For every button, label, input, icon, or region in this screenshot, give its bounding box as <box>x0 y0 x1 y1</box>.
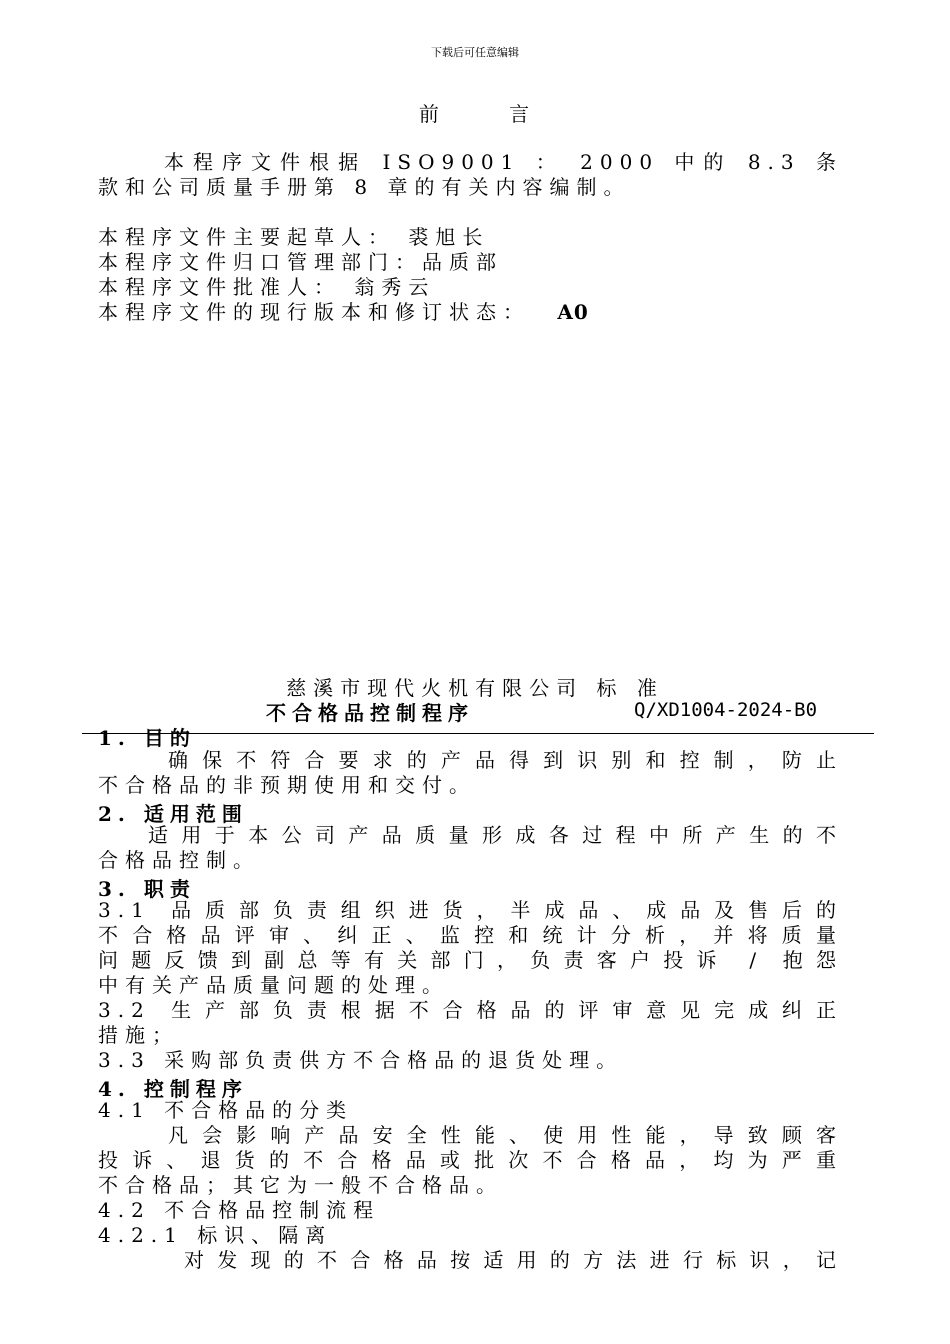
section-4-2-1-line1: 对发现的不合格品按适用的方法进行标识，记 <box>184 1248 843 1272</box>
section-4-1-title: 4.1 不合格品的分类 <box>98 1098 354 1122</box>
preface-version <box>98 300 589 325</box>
preface-title: 前 言 <box>418 102 532 126</box>
section-4-1-line3: 不合格品；其它为一般不合格品。 <box>98 1173 503 1197</box>
section-3-1-line1: 3.1 品质部负责组织进货，半成品、成品及售后的 <box>98 898 843 922</box>
company-name: 慈溪市现代火机有限公司 标 准 <box>286 676 664 700</box>
document-code: Q/XD1004-2024-B0 <box>634 699 818 721</box>
section-4-2-title: 4.2 不合格品控制流程 <box>98 1198 381 1222</box>
section-4-1-line1: 凡会影响产品安全性能、使用性能，导致顾客 <box>168 1123 843 1147</box>
section-3-1-line4: 中有关产品质量问题的处理。 <box>98 973 449 997</box>
section-4-heading: 4. 控制程序 <box>98 1077 248 1101</box>
section-2-line1: 适用于本公司产品质量形成各过程中所产生的不 <box>148 823 843 847</box>
section-3-2-line1: 3.2 生产部负责根据不合格品的评审意见完成纠正 <box>98 998 843 1022</box>
preface-version-value: A0 <box>557 300 589 324</box>
document-title: 不合格品控制程序 <box>266 701 474 725</box>
preface-approver: 本程序文件批准人： 翁秀云 <box>98 275 436 299</box>
section-1-line1: 确保不符合要求的产品得到识别和控制，防止 <box>168 748 843 772</box>
section-3-1-line3: 问题反馈到副总等有关部门，负责客户投诉 / 抱怨 <box>98 948 843 972</box>
section-2-line2: 合格品控制。 <box>98 848 260 872</box>
section-3-3-line1: 3.3 采购部负责供方不合格品的退货处理。 <box>98 1048 624 1072</box>
preface-dept: 本程序文件归口管理部门：品质部 <box>98 250 503 274</box>
section-3-2-line2: 措施； <box>98 1023 179 1047</box>
section-4-1-line2: 投诉、退货的不合格品或批次不合格品，均为严重 <box>98 1148 843 1172</box>
preface-version-label: 本程序文件的现行版本和修订状态： <box>98 300 530 324</box>
header-note: 下载后可任意编辑 <box>431 46 519 59</box>
section-1-heading: 1. 目的 <box>98 726 196 750</box>
preface-intro-line2: 款和公司质量手册第 8 章的有关内容编制。 <box>98 175 631 199</box>
header-rule <box>82 733 874 734</box>
section-3-heading: 3. 职责 <box>98 877 196 901</box>
section-2-heading: 2. 适用范围 <box>98 802 248 826</box>
section-3-1-line2: 不合格品评审、纠正、监控和统计分析，并将质量 <box>98 923 843 947</box>
section-4-2-1-title: 4.2.1 标识、隔离 <box>98 1223 333 1247</box>
preface-intro-line1: 本程序文件根据 ISO9001 ： 2000 中的 8.3 条 <box>164 150 843 174</box>
preface-drafter: 本程序文件主要起草人： 裘旭长 <box>98 225 490 249</box>
section-1-line2: 不合格品的非预期使用和交付。 <box>98 773 476 797</box>
